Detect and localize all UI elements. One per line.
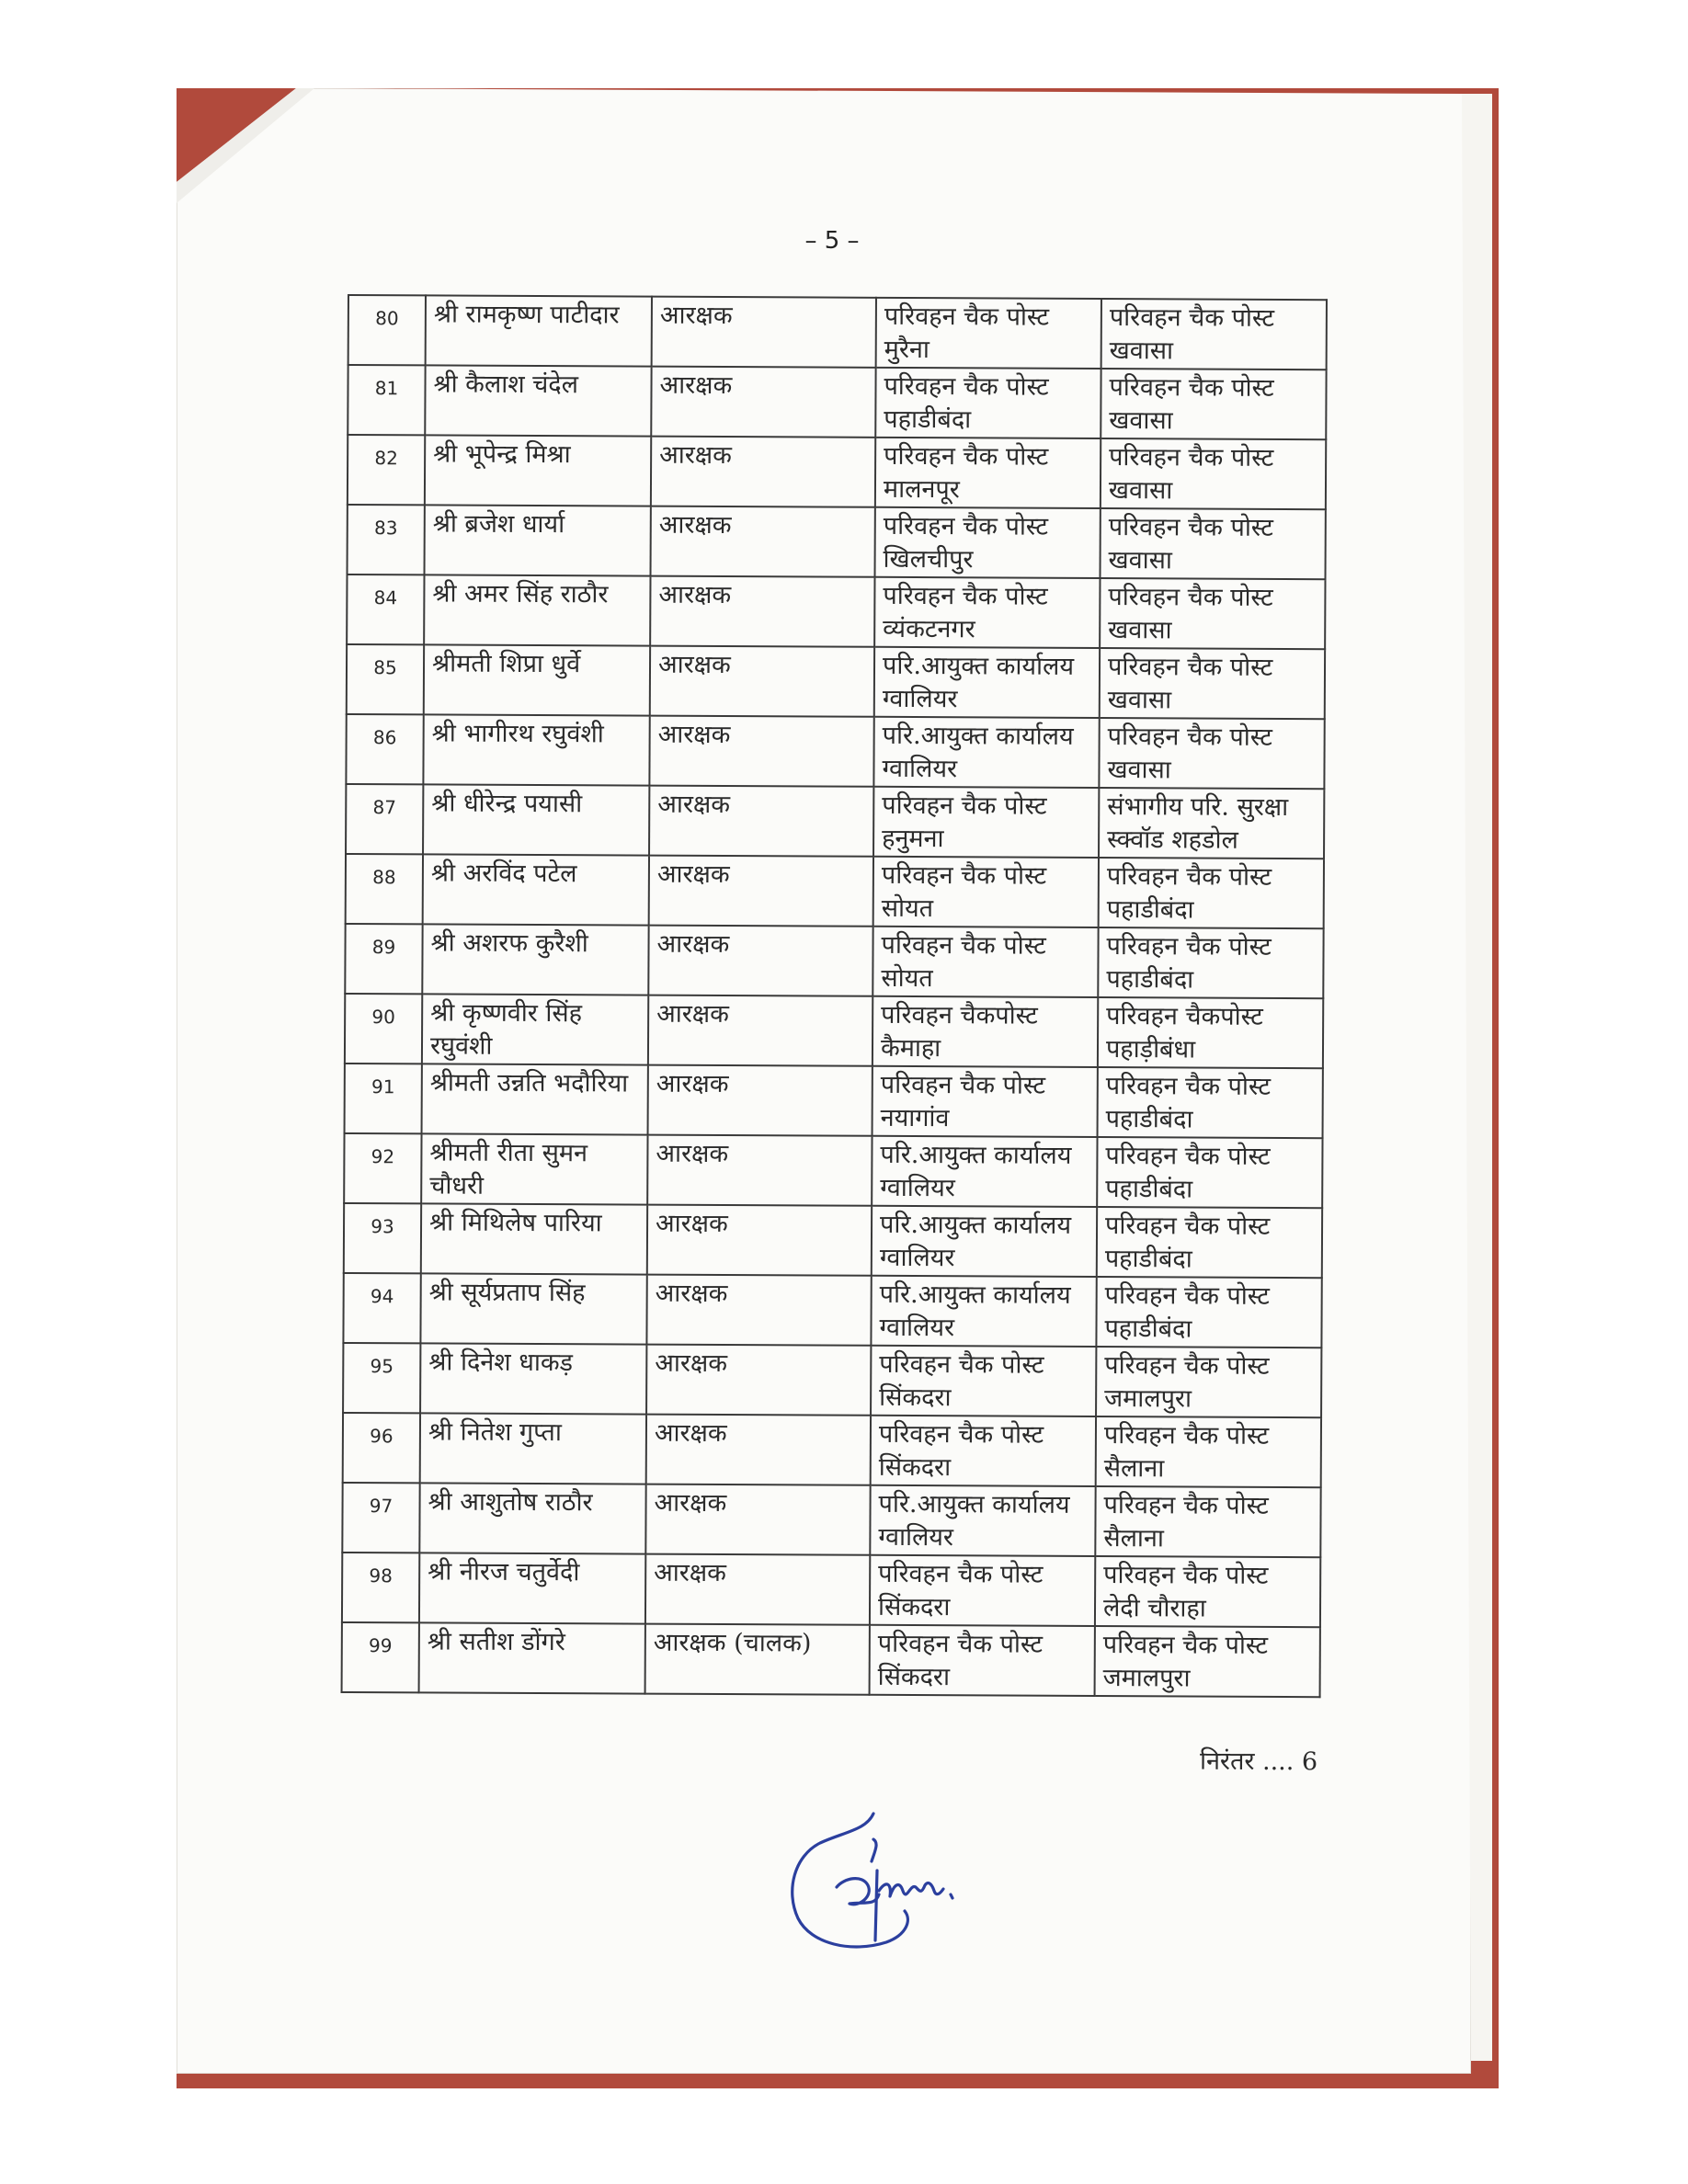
employee-rank: आरक्षक bbox=[646, 1275, 871, 1346]
employee-name: श्री दिनेश धाकड़ bbox=[420, 1343, 646, 1414]
table-row bbox=[348, 435, 1326, 509]
table-row bbox=[346, 854, 1324, 928]
employee-name: श्री भूपेन्द्र मिश्रा bbox=[425, 435, 651, 506]
transfer-table bbox=[341, 294, 1328, 1698]
employee-name: श्री सतीश डोंगरे bbox=[419, 1622, 645, 1693]
new-posting: परिवहन चैक पोस्ट पहाडीबंदा bbox=[1097, 1207, 1322, 1278]
new-posting: परिवहन चैकपोस्ट पहाड़ीबंधा bbox=[1098, 997, 1323, 1068]
continued-note: निरंतर .... 6 bbox=[1199, 1746, 1318, 1777]
current-posting: परिवहन चैक पोस्ट खिलचीपुर bbox=[875, 507, 1101, 578]
serial-number: 99 bbox=[342, 1622, 419, 1692]
new-posting: परिवहन चैक पोस्ट खवासा bbox=[1099, 718, 1324, 789]
employee-name: श्रीमती रीता सुमन चौधरी bbox=[421, 1133, 647, 1204]
table-row bbox=[345, 924, 1323, 998]
current-posting: परिवहन चैक पोस्ट सिंकदरा bbox=[870, 1625, 1095, 1696]
employee-name: श्री अरविंद पटेल bbox=[423, 854, 649, 925]
employee-rank: आरक्षक bbox=[650, 646, 874, 717]
new-posting: परिवहन चैक पोस्ट पहाडीबंदा bbox=[1098, 1067, 1323, 1138]
employee-name: श्री भागीरथ रघुवंशी bbox=[423, 714, 649, 785]
current-posting: परिवहन चैक पोस्ट नयागांव bbox=[873, 1066, 1098, 1137]
employee-name: श्री मिथिलेष पारिया bbox=[421, 1203, 647, 1274]
employee-name: श्री ब्रजेश धार्या bbox=[425, 505, 651, 575]
transfer-table-body bbox=[342, 295, 1327, 1697]
current-posting: परिवहन चैक पोस्ट पहाडीबंदा bbox=[875, 368, 1101, 438]
employee-rank: आरक्षक bbox=[647, 1205, 872, 1276]
current-posting: परि.आयुक्त कार्यालय ग्वालियर bbox=[874, 647, 1100, 718]
table-row bbox=[342, 1622, 1320, 1697]
new-posting: परिवहन चैक पोस्ट खवासा bbox=[1101, 438, 1326, 509]
page-number: – 5 – bbox=[804, 227, 860, 255]
employee-rank: आरक्षक bbox=[649, 786, 873, 857]
current-posting: परिवहन चैक पोस्ट सोयत bbox=[873, 927, 1098, 997]
new-posting: परिवहन चैक पोस्ट खवासा bbox=[1101, 299, 1327, 370]
table-row bbox=[342, 1483, 1320, 1557]
employee-name: श्री कैलाश चंदेल bbox=[425, 365, 651, 436]
employee-rank: आरक्षक bbox=[650, 576, 874, 647]
current-posting: परि.आयुक्त कार्यालय ग्वालियर bbox=[872, 1136, 1097, 1207]
current-posting: परिवहन चैक पोस्ट मालनपूर bbox=[875, 438, 1101, 508]
serial-number: 87 bbox=[346, 784, 423, 854]
employee-rank: आरक्षक bbox=[648, 926, 873, 996]
new-posting: संभागीय परि. सुरक्षा स्क्वॉड शहडोल bbox=[1099, 788, 1324, 859]
signature-mark bbox=[783, 1806, 1004, 1953]
serial-number: 94 bbox=[343, 1273, 420, 1343]
employee-name: श्री आशुतोष राठौर bbox=[419, 1483, 645, 1553]
employee-name: श्री सूर्यप्रताप सिंह bbox=[420, 1273, 646, 1344]
current-posting: परिवहन चैक पोस्ट सिंकदरा bbox=[871, 1416, 1096, 1486]
employee-name: श्री धीरेन्द्र पयासी bbox=[423, 784, 649, 855]
employee-rank: आरक्षक bbox=[651, 367, 875, 438]
current-posting: परि.आयुक्त कार्यालय ग्वालियर bbox=[873, 717, 1099, 788]
serial-number: 82 bbox=[348, 435, 425, 505]
table-row bbox=[343, 1343, 1321, 1417]
new-posting: परिवहन चैक पोस्ट खवासा bbox=[1100, 508, 1325, 579]
serial-number: 80 bbox=[348, 295, 426, 365]
serial-number: 91 bbox=[345, 1064, 422, 1133]
table-row bbox=[348, 295, 1327, 370]
new-posting: परिवहन चैक पोस्ट खवासा bbox=[1101, 369, 1326, 439]
current-posting: परिवहन चैक पोस्ट व्यंकटनगर bbox=[874, 577, 1100, 648]
new-posting: परिवहन चैक पोस्ट सैलाना bbox=[1095, 1486, 1320, 1557]
current-posting: परि.आयुक्त कार्यालय ग्वालियर bbox=[870, 1485, 1095, 1556]
employee-name: श्री नीरज चतुर्वेदी bbox=[419, 1553, 645, 1623]
serial-number: 95 bbox=[343, 1343, 420, 1413]
table-row bbox=[343, 1273, 1321, 1348]
table-row bbox=[346, 784, 1324, 859]
employee-name: श्रीमती शिप्रा धुर्वे bbox=[424, 644, 650, 715]
table-row bbox=[348, 365, 1326, 439]
new-posting: परिवहन चैक पोस्ट पहाडीबंदा bbox=[1098, 927, 1323, 998]
serial-number: 83 bbox=[348, 505, 425, 574]
employee-rank: आरक्षक bbox=[652, 297, 876, 368]
serial-number: 81 bbox=[348, 365, 425, 435]
table-row bbox=[345, 1064, 1323, 1138]
table-row bbox=[345, 994, 1323, 1068]
table-row bbox=[344, 1133, 1322, 1208]
serial-number: 88 bbox=[346, 854, 423, 924]
serial-number: 96 bbox=[343, 1413, 420, 1483]
serial-number: 97 bbox=[342, 1483, 419, 1553]
table-row bbox=[348, 505, 1326, 579]
employee-rank: आरक्षक bbox=[651, 506, 875, 577]
current-posting: परिवहन चैक पोस्ट सोयत bbox=[873, 857, 1099, 927]
new-posting: परिवहन चैक पोस्ट खवासा bbox=[1100, 648, 1325, 719]
new-posting: परिवहन चैक पोस्ट पहाडीबंदा bbox=[1099, 858, 1324, 928]
employee-rank: आरक्षक bbox=[648, 1065, 873, 1136]
employee-rank: आरक्षक bbox=[646, 1345, 871, 1416]
employee-name: श्री कृष्णवीर सिंह रघुवंशी bbox=[422, 994, 648, 1064]
table-row bbox=[342, 1553, 1320, 1627]
table-row bbox=[347, 644, 1325, 719]
employee-rank: आरक्षक bbox=[649, 856, 873, 927]
employee-rank: आरक्षक bbox=[651, 437, 875, 507]
employee-rank: आरक्षक bbox=[648, 995, 873, 1066]
employee-rank: आरक्षक bbox=[647, 1135, 872, 1206]
serial-number: 90 bbox=[345, 994, 422, 1064]
current-posting: परिवहन चैक पोस्ट हनुमना bbox=[873, 787, 1099, 858]
serial-number: 85 bbox=[347, 644, 424, 714]
table-row bbox=[344, 1203, 1322, 1278]
employee-rank: आरक्षक bbox=[646, 1415, 871, 1485]
employee-name: श्री अशरफ कुरैशी bbox=[422, 924, 648, 995]
employee-rank: आरक्षक (चालक) bbox=[645, 1624, 870, 1695]
current-posting: परिवहन चैक पोस्ट सिंकदरा bbox=[871, 1346, 1096, 1416]
new-posting: परिवहन चैक पोस्ट जमालपुरा bbox=[1095, 1626, 1320, 1697]
employee-rank: आरक्षक bbox=[645, 1484, 870, 1555]
current-posting: परि.आयुक्त कार्यालय ग्वालियर bbox=[871, 1276, 1096, 1347]
new-posting: परिवहन चैक पोस्ट पहाडीबंदा bbox=[1096, 1277, 1321, 1348]
serial-number: 89 bbox=[345, 924, 422, 994]
current-posting: परिवहन चैक पोस्ट सिंकदरा bbox=[870, 1555, 1095, 1626]
table-row bbox=[343, 1413, 1321, 1487]
new-posting: परिवहन चैक पोस्ट लेदी चौराहा bbox=[1095, 1556, 1320, 1627]
serial-number: 86 bbox=[346, 714, 423, 784]
current-posting: परिवहन चैकपोस्ट कैमाहा bbox=[873, 996, 1098, 1067]
employee-rank: आरक्षक bbox=[649, 716, 873, 787]
employee-name: श्री रामकृष्ण पाटीदार bbox=[426, 295, 652, 366]
new-posting: परिवहन चैक पोस्ट पहाडीबंदा bbox=[1097, 1137, 1322, 1208]
serial-number: 98 bbox=[342, 1553, 419, 1622]
current-posting: परिवहन चैक पोस्ट मुरैना bbox=[876, 298, 1101, 369]
serial-number: 92 bbox=[344, 1133, 421, 1203]
employee-name: श्री अमर सिंह राठौर bbox=[424, 574, 650, 645]
table-row bbox=[346, 714, 1324, 789]
new-posting: परिवहन चैक पोस्ट खवासा bbox=[1100, 578, 1325, 649]
table-row bbox=[347, 574, 1325, 649]
employee-rank: आरक्षक bbox=[645, 1554, 870, 1625]
current-posting: परि.आयुक्त कार्यालय ग्वालियर bbox=[872, 1206, 1097, 1277]
employee-name: श्रीमती उन्नति भदौरिया bbox=[422, 1064, 648, 1134]
new-posting: परिवहन चैक पोस्ट जमालपुरा bbox=[1096, 1347, 1321, 1417]
serial-number: 84 bbox=[347, 574, 424, 644]
serial-number: 93 bbox=[344, 1203, 421, 1273]
new-posting: परिवहन चैक पोस्ट सैलाना bbox=[1096, 1416, 1321, 1487]
employee-name: श्री नितेश गुप्ता bbox=[420, 1413, 646, 1484]
